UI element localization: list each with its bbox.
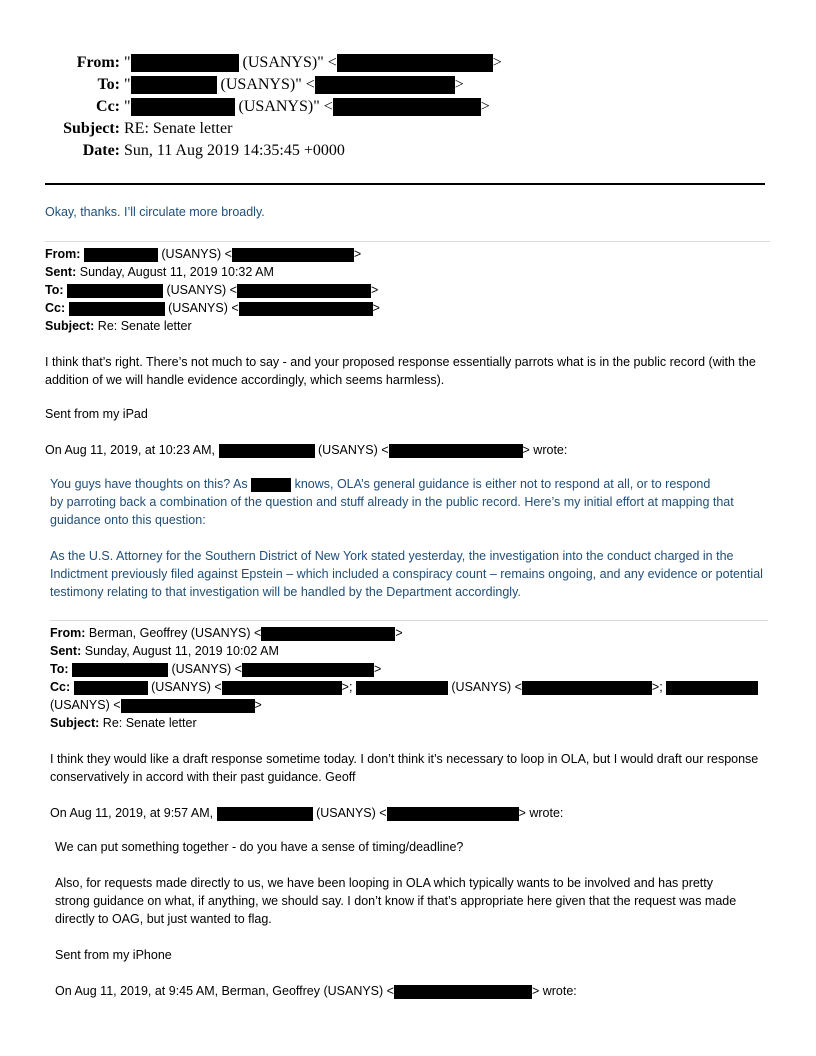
- usanys-text: (USANYS) <: [166, 283, 237, 297]
- msg1-body: I think that’s right. There’s not much to say - and your proposed response essentially parrots what is in the public record (with the addition of we will handle evidence accordingly, which seems harmless).: [45, 355, 756, 387]
- redaction: [74, 681, 148, 695]
- header-date-value: Sun, 11 Aug 2019 14:35:45 +0000: [124, 142, 345, 159]
- from-label: From:: [50, 626, 86, 640]
- header-date-label: Date:: [82, 142, 120, 159]
- cc-label: Cc:: [45, 301, 66, 315]
- msg1-subject: [45, 317, 192, 335]
- quoted2-para: Also, for requests made directly to us, we have been looping in OLA which typically wants to be involved and has pretty strong guidance on what, if anything, we should say. I don’t know if that’s appropriate here given that the request was made directly to OAG, but just wanted to flag.: [55, 876, 737, 926]
- wrote-prefix: On Aug 11, 2019, at 9:57 AM,: [50, 806, 214, 820]
- msg1-wrote-line: [45, 441, 567, 459]
- header-from-label: From:: [76, 54, 120, 71]
- redaction: [261, 627, 395, 641]
- subject-label: Subject:: [45, 319, 95, 333]
- angle-close: >: [374, 662, 382, 676]
- angle-close: >: [454, 76, 464, 93]
- redaction: [84, 248, 158, 262]
- cc-separator: >;: [651, 680, 663, 694]
- redaction: [217, 807, 313, 821]
- angle-close: >: [395, 626, 403, 640]
- usanys-text: (USANYS) <: [168, 301, 239, 315]
- redaction: [121, 699, 255, 713]
- quoted1-rest: by parroting back a combination of the question and stuff already in the public record. Here’s my initial effort at mapping that guidance onto this question:: [50, 495, 734, 527]
- redaction: [242, 663, 374, 677]
- header-subject-label: Subject:: [63, 120, 120, 137]
- cc-label: Cc:: [50, 680, 71, 694]
- wrote-suffix: > wrote:: [531, 984, 577, 998]
- quoted1-draft: As the U.S. Attorney for the Southern District of New York stated yesterday, the investigation into the conduct charged in the Indictment previously filed against Epstein – which included a conspiracy count – remains ongoing, and any evidence or potential testimony relating to that investigation will be handled by the Department accordingly.: [50, 549, 763, 599]
- msg2-to: [50, 660, 381, 678]
- redaction: [387, 807, 519, 821]
- redaction: [237, 284, 371, 298]
- angle-close: >: [254, 698, 262, 712]
- redaction: [72, 663, 168, 677]
- msg1-from: [45, 245, 361, 263]
- wrote-suffix: > wrote:: [518, 806, 564, 820]
- redaction: [222, 681, 342, 695]
- msg1-signoff: Sent from my iPad: [45, 407, 148, 421]
- usanys-text: (USANYS) <: [50, 698, 121, 712]
- redaction: [67, 284, 163, 298]
- usanys-text: (USANYS) <: [318, 443, 389, 457]
- subject-value: Re: Senate letter: [97, 319, 192, 333]
- header-divider: [45, 183, 765, 185]
- redaction: [219, 444, 315, 458]
- angle-close: >: [353, 247, 362, 261]
- sent-label: Sent:: [50, 644, 82, 658]
- msg1-cc: [45, 299, 380, 317]
- header-cc-value: " (USANYS)" < >: [124, 98, 490, 115]
- from-label: From:: [45, 247, 81, 261]
- redaction: [389, 444, 523, 458]
- redaction: [131, 54, 239, 72]
- to-label: To:: [45, 283, 64, 297]
- from-value: Berman, Geoffrey (USANYS) <: [88, 626, 262, 640]
- redaction: [522, 681, 652, 695]
- usanys-text: (USANYS) <: [151, 680, 222, 694]
- redaction: [251, 478, 291, 492]
- reply-text: Okay, thanks. I’ll circulate more broadly.: [45, 205, 265, 219]
- msg2-cc: [50, 678, 758, 696]
- subject-label: Subject:: [50, 716, 100, 730]
- redaction: [315, 76, 455, 94]
- angle-close: >: [480, 98, 490, 115]
- message-separator: [50, 620, 768, 621]
- quoted1-line1: [50, 475, 710, 493]
- redaction: [394, 985, 532, 999]
- to-usanys: (USANYS)" <: [216, 76, 315, 93]
- redaction: [333, 98, 481, 116]
- quoted1-line1b: knows, OLA’s general guidance is either not to respond at all, or to respond: [294, 477, 711, 491]
- redaction: [337, 54, 493, 72]
- quoted2-signoff: Sent from my iPhone: [55, 948, 172, 962]
- msg1-sent: [45, 263, 274, 281]
- sent-value: Sunday, August 11, 2019 10:32 AM: [79, 265, 274, 279]
- cc-separator: >;: [341, 680, 353, 694]
- usanys-text: (USANYS) <: [161, 247, 232, 261]
- subject-value: Re: Senate letter: [102, 716, 197, 730]
- to-label: To:: [50, 662, 69, 676]
- quoted2-wrote-line: [55, 982, 577, 1000]
- wrote-prefix: On Aug 11, 2019, at 10:23 AM,: [45, 443, 216, 457]
- angle-close: >: [372, 301, 380, 315]
- redaction: [69, 302, 165, 316]
- cc-usanys: (USANYS)" <: [234, 98, 333, 115]
- redaction: [356, 681, 448, 695]
- msg2-wrote-line: [50, 804, 563, 822]
- angle-close: >: [492, 54, 502, 71]
- header-from-value: " (USANYS)" < >: [124, 54, 502, 71]
- header-cc-label: Cc:: [96, 98, 120, 115]
- redaction: [232, 248, 354, 262]
- quoted1-line1a: You guys have thoughts on this? As: [50, 477, 248, 491]
- redaction: [239, 302, 373, 316]
- redaction: [666, 681, 758, 695]
- header-to-label: To:: [97, 76, 120, 93]
- redaction: [131, 98, 235, 116]
- header-subject-value: RE: Senate letter: [124, 120, 233, 137]
- sent-value: Sunday, August 11, 2019 10:02 AM: [84, 644, 279, 658]
- message-separator: [45, 241, 770, 242]
- usanys-text: (USANYS) <: [316, 806, 387, 820]
- quoted2-line1: We can put something together - do you have a sense of timing/deadline?: [55, 840, 464, 854]
- msg2-cc-cont: [50, 696, 262, 714]
- wrote-suffix: > wrote:: [522, 443, 568, 457]
- angle-close: >: [371, 283, 379, 297]
- wrote-prefix: On Aug 11, 2019, at 9:45 AM, Berman, Geoffrey (USANYS) <: [55, 984, 394, 998]
- redaction: [131, 76, 217, 94]
- usanys-text: (USANYS) <: [171, 662, 242, 676]
- msg2-subject: [50, 714, 197, 732]
- msg2-sent: [50, 642, 279, 660]
- sent-label: Sent:: [45, 265, 77, 279]
- msg1-to: [45, 281, 378, 299]
- msg2-from: [50, 624, 403, 642]
- usanys-text: (USANYS) <: [451, 680, 522, 694]
- msg2-body: I think they would like a draft response sometime today. I don’t think it’s necessary to loop in OLA, but I would draft our response conservatively in accord with their past guidance. Geoff: [50, 752, 759, 784]
- header-to-value: " (USANYS)" < >: [124, 76, 464, 93]
